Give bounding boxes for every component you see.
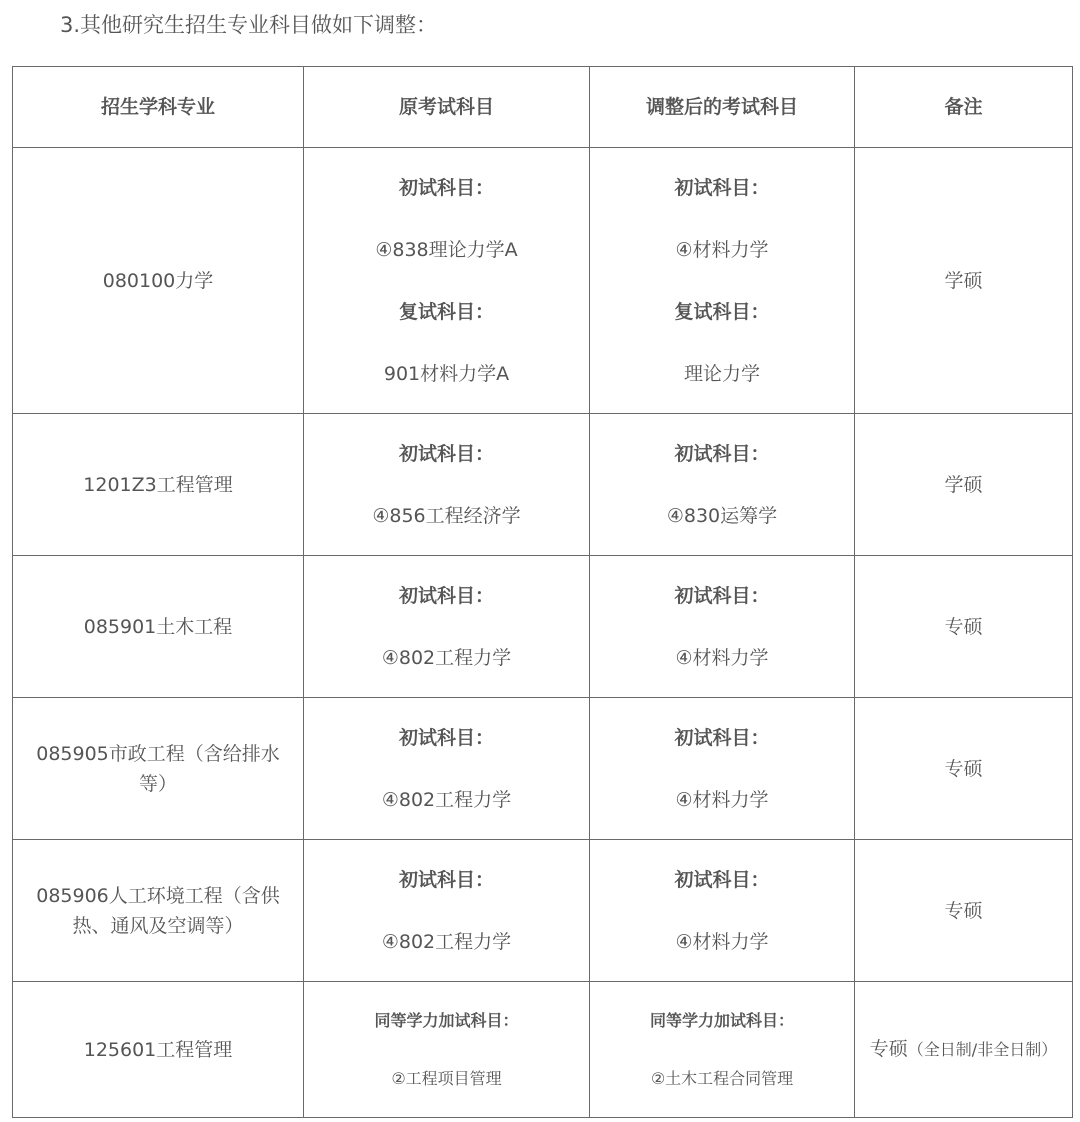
table-row	[13, 414, 1073, 556]
exam-subject: ④856工程经济学	[372, 504, 521, 527]
exam-heading: 复试科目：	[674, 300, 770, 323]
original-subjects-cell	[304, 556, 590, 698]
original-subjects-cell	[304, 414, 590, 556]
subject-adjustment-table	[12, 66, 1073, 1118]
adjusted-subjects-cell	[590, 148, 855, 414]
header-major: 招生学科专业	[13, 67, 304, 148]
major-cell: 1201Z3工程管理	[13, 414, 304, 556]
exam-subject: ②工程项目管理	[391, 1068, 502, 1088]
major-cell: 080100力学	[13, 148, 304, 414]
exam-heading: 初试科目：	[398, 868, 494, 891]
header-note: 备注	[855, 67, 1073, 148]
note-degree: 专硕	[869, 1038, 908, 1060]
exam-subject: 901材料力学A	[383, 362, 510, 385]
exam-heading: 初试科目：	[398, 442, 494, 465]
table-row	[13, 556, 1073, 698]
exam-subject: ④802工程力学	[381, 646, 512, 669]
original-subjects-cell	[304, 982, 590, 1118]
note-cell: 专硕	[855, 698, 1073, 840]
table-row	[13, 148, 1073, 414]
note-cell: 学硕	[855, 148, 1073, 414]
exam-subject: ④材料力学	[675, 930, 769, 953]
header-adjusted-subjects: 调整后的考试科目	[590, 67, 855, 148]
exam-heading: 复试科目：	[398, 300, 494, 323]
major-cell: 085901土木工程	[13, 556, 304, 698]
adjusted-subjects-cell	[590, 698, 855, 840]
original-subjects-cell	[304, 148, 590, 414]
exam-subject: ④838理论力学A	[375, 238, 518, 261]
exam-heading: 初试科目：	[398, 726, 494, 749]
table-row	[13, 698, 1073, 840]
exam-heading: 初试科目：	[674, 442, 770, 465]
exam-subject: ④材料力学	[675, 238, 769, 261]
note-cell: 学硕	[855, 414, 1073, 556]
major-cell: 085905市政工程（含给排水等）	[13, 698, 304, 840]
table-row	[13, 840, 1073, 982]
exam-heading: 初试科目：	[674, 176, 770, 199]
intro-text: 3.其他研究生招生专业科目做如下调整：	[60, 13, 438, 37]
adjusted-subjects-cell	[590, 556, 855, 698]
note-cell: 专硕	[855, 840, 1073, 982]
major-cell: 085906人工环境工程（含供热、通风及空调等）	[13, 840, 304, 982]
table-row	[13, 982, 1073, 1118]
original-subjects-cell	[304, 840, 590, 982]
exam-subject: 理论力学	[683, 362, 760, 385]
exam-subject: ④材料力学	[675, 788, 769, 811]
note-cell: 专硕	[855, 556, 1073, 698]
exam-heading: 同等学力加试科目：	[649, 1010, 794, 1030]
exam-heading: 初试科目：	[398, 176, 494, 199]
exam-subject: ④830运筹学	[666, 504, 778, 527]
exam-subject: ②土木工程合同管理	[650, 1068, 794, 1088]
exam-subject: ④材料力学	[675, 646, 769, 669]
exam-heading: 初试科目：	[674, 584, 770, 607]
exam-heading: 初试科目：	[398, 584, 494, 607]
exam-subject: ④802工程力学	[381, 788, 512, 811]
exam-subject: ④802工程力学	[381, 930, 512, 953]
adjusted-subjects-cell	[590, 414, 855, 556]
header-original-subjects: 原考试科目	[304, 67, 590, 148]
original-subjects-cell	[304, 698, 590, 840]
exam-heading: 同等学力加试科目：	[374, 1010, 519, 1030]
adjusted-subjects-cell	[590, 840, 855, 982]
note-mode: （全日制/非全日制）	[907, 1040, 1058, 1059]
table-header-row	[13, 67, 1073, 148]
adjusted-subjects-cell	[590, 982, 855, 1118]
exam-heading: 初试科目：	[674, 726, 770, 749]
exam-heading: 初试科目：	[674, 868, 770, 891]
note-cell	[855, 982, 1073, 1118]
major-cell: 125601工程管理	[13, 982, 304, 1118]
